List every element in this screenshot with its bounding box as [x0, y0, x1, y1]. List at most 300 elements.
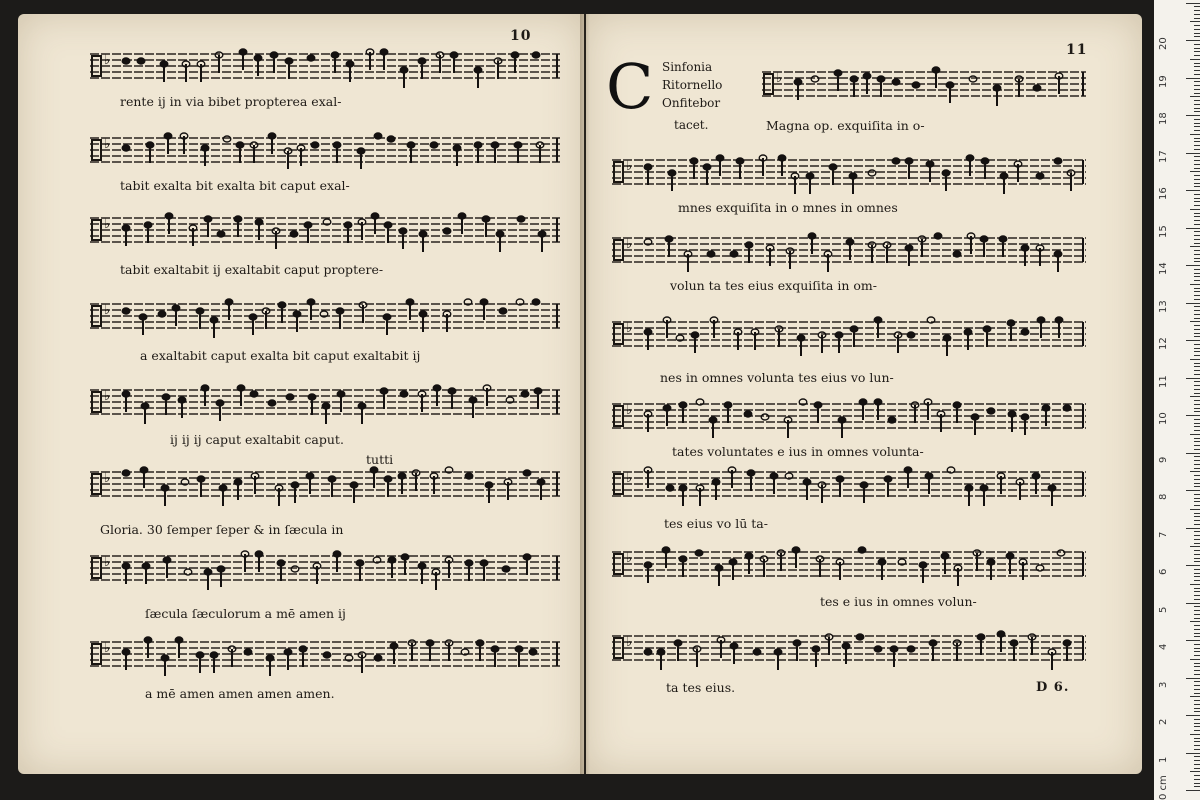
ruler-tick: [1194, 666, 1200, 667]
flat-sign: ♭: [104, 137, 111, 152]
ruler-tick: [1194, 708, 1200, 709]
staff-drawing: [90, 380, 560, 426]
flat-sign: ♭: [104, 53, 111, 68]
note-head: [430, 142, 438, 148]
ruler-tick: [1194, 261, 1200, 262]
right-staff-3: [612, 312, 1086, 358]
ruler-tick: [1186, 453, 1200, 454]
right-lyric-0: Magna op. exquiſita in o-: [766, 118, 925, 133]
ruler-tick: [1194, 539, 1200, 540]
staff-drawing: [90, 546, 560, 592]
flat-sign: ♭: [626, 551, 633, 566]
ruler-tick: [1194, 119, 1200, 120]
flat-sign: ♭: [104, 555, 111, 570]
ruler-tick: [1194, 779, 1200, 780]
ruler-tick: [1194, 104, 1200, 105]
note-head: [811, 76, 819, 82]
note-head: [465, 473, 473, 479]
ruler-tick: [1194, 363, 1200, 364]
ruler-tick: [1194, 644, 1200, 645]
ruler-tick: [1186, 40, 1200, 41]
ruler-label: 12: [1158, 337, 1169, 350]
left-staff-2: [90, 128, 560, 174]
ruler-label: 5: [1158, 606, 1169, 613]
ruler-tick: [1190, 584, 1200, 585]
staff-drawing: [612, 626, 1086, 672]
right-lyric-6: tes e ius in omnes volun-: [820, 594, 977, 609]
ruler-label: 18: [1158, 112, 1169, 125]
ruler-tick: [1194, 25, 1200, 26]
note-head: [892, 158, 900, 164]
ruler-tick: [1194, 745, 1200, 746]
ruler-tick: [1194, 726, 1200, 727]
ruler-tick: [1194, 348, 1200, 349]
staff-drawing: [612, 312, 1086, 358]
staff-drawing: [90, 208, 560, 254]
ruler-tick: [1194, 258, 1200, 259]
note-head: [122, 58, 130, 64]
staff-drawing: [90, 462, 560, 508]
note-head: [217, 231, 225, 237]
decorated-initial: C: [606, 50, 654, 123]
ruler-tick: [1194, 674, 1200, 675]
ruler-tick: [1194, 145, 1200, 146]
ruler-tick: [1194, 123, 1200, 124]
ruler-tick: [1186, 3, 1200, 4]
ruler-tick: [1194, 486, 1200, 487]
cue-tacet: tacet.: [674, 118, 709, 132]
right-staff-0: [762, 62, 1086, 108]
note-head: [912, 82, 920, 88]
ruler-tick: [1194, 288, 1200, 289]
ruler-tick: [1194, 250, 1200, 251]
ruler-tick: [1194, 220, 1200, 221]
ruler-tick: [1194, 786, 1200, 787]
ruler-tick: [1194, 505, 1200, 506]
ruler-tick: [1194, 160, 1200, 161]
ruler-tick: [1194, 179, 1200, 180]
ruler-tick: [1194, 108, 1200, 109]
ruler-tick: [1194, 404, 1200, 405]
ruler-tick: [1194, 625, 1200, 626]
ruler-tick: [1194, 449, 1200, 450]
ruler-tick: [1186, 678, 1200, 679]
right-lyric-2: volun ta tes eius exquiſita in om-: [670, 278, 877, 293]
right-staff-2: [612, 228, 1086, 274]
ruler-tick: [1194, 10, 1200, 11]
ruler-tick: [1194, 741, 1200, 742]
note-head: [856, 634, 864, 640]
ruler-tick: [1194, 408, 1200, 409]
flat-sign: ♭: [776, 71, 783, 86]
right-lyric-1: mnes exquiſita in o mnes in omnes: [678, 200, 898, 215]
ruler-tick: [1194, 633, 1200, 634]
flat-sign: ♭: [626, 321, 633, 336]
ruler-tick: [1194, 576, 1200, 577]
ruler-tick: [1194, 81, 1200, 82]
note-head: [744, 411, 752, 417]
ruler-tick: [1194, 344, 1200, 345]
right-staff-1: [612, 150, 1086, 196]
ruler-tick: [1194, 164, 1200, 165]
ruler-tick: [1194, 381, 1200, 382]
right-staff-7: [612, 626, 1086, 672]
cue-sinfonia: Sinfonia: [662, 60, 713, 74]
ruler-tick: [1194, 175, 1200, 176]
ruler-label: 4: [1158, 643, 1169, 650]
ruler-tick: [1194, 36, 1200, 37]
note-head: [969, 76, 977, 82]
note-head: [695, 550, 703, 556]
left-lyric-2: tabit exalta bit exalta bit caput exal-: [120, 178, 350, 193]
ruler-tick: [1186, 640, 1200, 641]
ruler-tick: [1194, 351, 1200, 352]
ruler-tick: [1190, 771, 1200, 772]
flat-sign: ♭: [626, 403, 633, 418]
ruler-tick: [1194, 355, 1200, 356]
note-head: [268, 400, 276, 406]
note-head: [521, 391, 529, 397]
ruler-tick: [1194, 711, 1200, 712]
ruler-tick: [1194, 561, 1200, 562]
note-head: [529, 649, 537, 655]
ruler-tick: [1194, 419, 1200, 420]
ruler-tick: [1194, 314, 1200, 315]
ruler-tick: [1190, 696, 1200, 697]
ruler-tick: [1194, 216, 1200, 217]
ruler-tick: [1194, 651, 1200, 652]
ruler-tick: [1194, 456, 1200, 457]
ruler-tick: [1194, 464, 1200, 465]
ruler-tick: [1194, 130, 1200, 131]
left-lyric-7: ſæcula ſæculorum a mē amen ij: [145, 606, 346, 621]
ruler-tick: [1194, 606, 1200, 607]
ruler-tick: [1186, 303, 1200, 304]
note-head: [907, 646, 915, 652]
ruler-tick: [1194, 629, 1200, 630]
ruler-label: 8: [1158, 493, 1169, 500]
ruler-tick: [1194, 501, 1200, 502]
ruler-tick: [1186, 490, 1200, 491]
ruler-tick: [1194, 126, 1200, 127]
ruler-tick: [1194, 468, 1200, 469]
tutti-label: tutti: [366, 452, 394, 467]
book-gutter: [580, 14, 590, 774]
ruler-label: 19: [1158, 74, 1169, 88]
ruler-tick: [1194, 70, 1200, 71]
ruler-tick: [1194, 550, 1200, 551]
right-lyric-4: tates voluntates e ius in omnes volunta-: [672, 444, 924, 459]
ruler-tick: [1194, 93, 1200, 94]
ruler-tick: [1194, 273, 1200, 274]
note-head: [223, 136, 231, 142]
ruler-tick: [1194, 670, 1200, 671]
note-head: [158, 311, 166, 317]
ruler-tick: [1194, 254, 1200, 255]
ruler-tick: [1194, 723, 1200, 724]
left-staff-1: [90, 44, 560, 90]
ruler-tick: [1194, 141, 1200, 142]
ruler-tick: [1194, 719, 1200, 720]
ruler-tick: [1194, 760, 1200, 761]
ruler-tick: [1194, 389, 1200, 390]
left-lyric-4: a exaltabit caput exalta bit caput exaltabit ij: [140, 348, 421, 363]
ruler-tick: [1190, 284, 1200, 285]
ruler-tick: [1194, 205, 1200, 206]
ruler-tick: [1194, 111, 1200, 112]
ruler-tick: [1194, 33, 1200, 34]
ruler-tick: [1194, 531, 1200, 532]
note-head: [761, 414, 769, 420]
ruler-label: 9: [1158, 456, 1169, 463]
left-staff-4: [90, 294, 560, 340]
ruler-tick: [1194, 423, 1200, 424]
ruler-tick: [1194, 636, 1200, 637]
flat-sign: ♭: [104, 217, 111, 232]
note-head: [1057, 550, 1065, 556]
staff-drawing: [90, 294, 560, 340]
left-page-number: 10: [510, 28, 532, 44]
ruler-tick: [1194, 329, 1200, 330]
note-head: [122, 308, 130, 314]
note-head: [987, 408, 995, 414]
ruler-label: 10: [1158, 412, 1169, 425]
ruler-tick: [1194, 385, 1200, 386]
ruler-tick: [1194, 299, 1200, 300]
note-head: [874, 646, 882, 652]
note-head: [753, 649, 761, 655]
note-head: [290, 231, 298, 237]
signature-mark: D 6.: [1036, 680, 1070, 695]
ruler-tick: [1194, 783, 1200, 784]
ruler-tick: [1194, 535, 1200, 536]
flat-sign: ♭: [626, 237, 633, 252]
ruler-tick: [1186, 565, 1200, 566]
left-lyric-8: a mē amen amen amen amen.: [145, 686, 335, 701]
staff-drawing: [90, 128, 560, 174]
ruler-tick: [1194, 693, 1200, 694]
note-head: [892, 79, 900, 85]
note-head: [953, 251, 961, 257]
ruler-label: 15: [1158, 224, 1169, 238]
left-lyric-1: rente ij in via bibet propterea exal-: [120, 94, 342, 109]
ruler-tick: [1186, 153, 1200, 154]
ruler-tick: [1194, 18, 1200, 19]
ruler-tick: [1194, 89, 1200, 90]
ruler-tick: [1194, 231, 1200, 232]
note-head: [1054, 158, 1062, 164]
staff-drawing: [90, 44, 560, 90]
left-lyric-5: ij ij ij caput exaltabit caput.: [170, 432, 344, 447]
staff-drawing: [612, 462, 1086, 508]
ruler-tick: [1194, 366, 1200, 367]
ruler-tick: [1194, 524, 1200, 525]
note-head: [532, 299, 540, 305]
flat-sign: ♭: [104, 303, 111, 318]
ruler-tick: [1194, 595, 1200, 596]
left-staff-3: [90, 208, 560, 254]
ruler-tick: [1194, 276, 1200, 277]
ruler-tick: [1194, 310, 1200, 311]
staff-drawing: [612, 394, 1086, 440]
ruler-tick: [1194, 333, 1200, 334]
ruler-tick: [1194, 370, 1200, 371]
ruler-tick: [1194, 63, 1200, 64]
ruler-tick: [1194, 479, 1200, 480]
note-head: [666, 485, 674, 491]
note-head: [137, 58, 145, 64]
note-head: [122, 145, 130, 151]
ruler-label: 6: [1158, 568, 1169, 575]
ruler-label: 20: [1158, 37, 1169, 50]
staff-drawing: [612, 150, 1086, 196]
ruler-tick: [1194, 336, 1200, 337]
ruler-tick: [1194, 494, 1200, 495]
ruler-tick: [1194, 513, 1200, 514]
ruler-tick: [1194, 213, 1200, 214]
right-lyric-7: ta tes eius.: [666, 680, 736, 695]
note-head: [1021, 329, 1029, 335]
right-staff-6: [612, 542, 1086, 588]
flat-sign: ♭: [104, 641, 111, 656]
measurement-ruler: [1154, 0, 1200, 800]
ruler-tick: [1186, 715, 1200, 716]
note-head: [523, 470, 531, 476]
ruler-tick: [1194, 554, 1200, 555]
ruler-tick: [1194, 306, 1200, 307]
ruler-tick: [1186, 228, 1200, 229]
ruler-tick: [1194, 168, 1200, 169]
ruler-tick: [1194, 85, 1200, 86]
ruler-tick: [1194, 55, 1200, 56]
ruler-tick: [1194, 318, 1200, 319]
ruler-tick: [1194, 374, 1200, 375]
note-head: [374, 133, 382, 139]
note-head: [730, 251, 738, 257]
right-staff-5: [612, 462, 1086, 508]
note-head: [907, 332, 915, 338]
staff-drawing: [762, 62, 1086, 108]
ruler-label: 0 cm: [1158, 775, 1169, 800]
note-head: [250, 391, 258, 397]
note-head: [517, 216, 525, 222]
ruler-tick: [1194, 483, 1200, 484]
ruler-tick: [1190, 621, 1200, 622]
cue-confitebor: Onfitebor: [662, 96, 721, 110]
ruler-tick: [1194, 580, 1200, 581]
left-staff-6: [90, 462, 560, 508]
note-head: [286, 394, 294, 400]
ruler-tick: [1194, 44, 1200, 45]
ruler-tick: [1194, 400, 1200, 401]
ruler-tick: [1194, 685, 1200, 686]
ruler-tick: [1194, 426, 1200, 427]
note-head: [947, 467, 955, 473]
staff-drawing: [612, 228, 1086, 274]
left-staff-8: [90, 632, 560, 678]
ruler-tick: [1194, 198, 1200, 199]
ruler-tick: [1194, 599, 1200, 600]
ruler-tick: [1194, 764, 1200, 765]
ruler-tick: [1194, 393, 1200, 394]
ruler-tick: [1194, 655, 1200, 656]
right-page-number: 11: [1066, 42, 1088, 58]
ruler-tick: [1186, 378, 1200, 379]
ruler-tick: [1194, 269, 1200, 270]
flat-sign: ♭: [626, 471, 633, 486]
ruler-tick: [1186, 790, 1200, 791]
note-head: [858, 547, 866, 553]
ruler-tick: [1194, 704, 1200, 705]
ruler-tick: [1194, 291, 1200, 292]
ruler-label: 2: [1158, 718, 1169, 725]
note-head: [1036, 565, 1044, 571]
flat-sign: ♭: [626, 635, 633, 650]
ruler-tick: [1194, 149, 1200, 150]
note-head: [868, 170, 876, 176]
ruler-tick: [1194, 610, 1200, 611]
ruler-tick: [1186, 415, 1200, 416]
ruler-tick: [1194, 430, 1200, 431]
ruler-tick: [1194, 775, 1200, 776]
ruler-tick: [1194, 156, 1200, 157]
ruler-tick: [1186, 265, 1200, 266]
right-lyric-5: tes eius vo lū ta-: [664, 516, 768, 531]
note-head: [707, 251, 715, 257]
ruler-tick: [1194, 6, 1200, 7]
note-head: [387, 136, 395, 142]
left-lyric-3: tabit exaltabit ij exaltabit caput proptere-: [120, 262, 384, 277]
ruler-tick: [1194, 239, 1200, 240]
cue-ritornello: Ritornello: [662, 78, 723, 92]
ruler-tick: [1194, 194, 1200, 195]
note-head: [934, 233, 942, 239]
ruler-tick: [1194, 738, 1200, 739]
ruler-tick: [1194, 235, 1200, 236]
note-head: [244, 649, 252, 655]
ruler-label: 16: [1158, 187, 1169, 200]
ruler-label: 14: [1158, 262, 1169, 275]
ruler-tick: [1190, 471, 1200, 472]
note-head: [532, 52, 540, 58]
right-lyric-3: nes in omnes volunta tes eius vo lun-: [660, 370, 894, 385]
ruler-tick: [1194, 648, 1200, 649]
ruler-tick: [1194, 66, 1200, 67]
left-staff-7: [90, 546, 560, 592]
ruler-tick: [1190, 21, 1200, 22]
ruler-label: 11: [1158, 374, 1169, 388]
note-head: [122, 470, 130, 476]
ruler-tick: [1194, 663, 1200, 664]
ruler-tick: [1186, 115, 1200, 116]
note-head: [888, 417, 896, 423]
ruler-tick: [1194, 14, 1200, 15]
ruler-tick: [1194, 201, 1200, 202]
ruler-tick: [1186, 340, 1200, 341]
note-head: [1063, 405, 1071, 411]
ruler-tick: [1194, 441, 1200, 442]
ruler-label: 13: [1158, 299, 1169, 313]
ruler-tick: [1194, 569, 1200, 570]
ruler-tick: [1186, 528, 1200, 529]
ruler-tick: [1190, 59, 1200, 60]
ruler-tick: [1190, 359, 1200, 360]
ruler-tick: [1186, 78, 1200, 79]
ruler-tick: [1194, 100, 1200, 101]
ruler-tick: [1194, 543, 1200, 544]
ruler-tick: [1194, 689, 1200, 690]
note-head: [323, 652, 331, 658]
